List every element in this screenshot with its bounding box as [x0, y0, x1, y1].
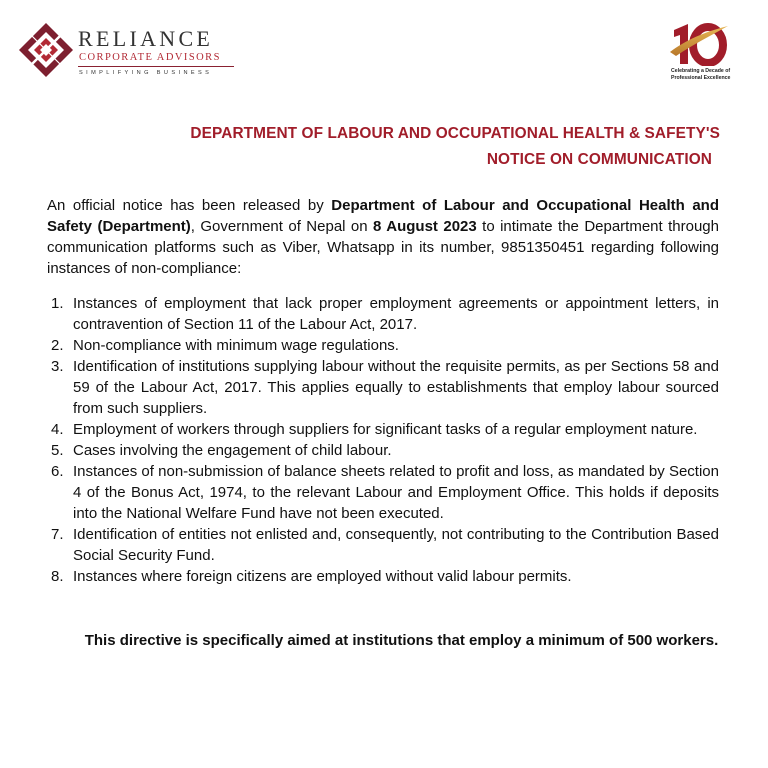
list-item-number: 2. [51, 337, 64, 354]
non-compliance-list [47, 293, 719, 587]
intro-paragraph [47, 195, 719, 279]
anniversary-logo [660, 22, 740, 86]
brand-name: RELIANCE [78, 26, 214, 51]
brand-subtitle: CORPORATE ADVISORS [79, 52, 221, 63]
list-item [47, 293, 719, 335]
list-item-text: Instances of non-submission of balance sheets related to profit and loss, as mandated by Section 4 of the Bonus Act, 1974, to the relevant Labour and Employment Office. This holds if deposits into the National Welfare Fund have not been executed. [73, 463, 719, 522]
list-item-number: 5. [51, 442, 64, 459]
list-item [47, 440, 719, 461]
brand-tagline: SIMPLIFYING BUSINESS [79, 70, 213, 76]
notice-title-line-1: DEPARTMENT OF LABOUR AND OCCUPATIONAL HEALTH & SAFETY'S [190, 125, 720, 142]
list-item-number: 1. [51, 295, 64, 312]
directive-statement: This directive is specifically aimed at institutions that employ a minimum of 500 workers. [84, 632, 719, 649]
list-item [47, 566, 719, 587]
anniversary-caption-2: Professional Excellence [671, 75, 731, 81]
intro-text-2: , Government of Nepal on [190, 218, 374, 235]
list-item-text: Employment of workers through suppliers for significant tasks of a regular employment nature. [73, 421, 698, 438]
intro-bold-department: Department of Labour and Occupational Health and Safety (Department) [47, 197, 719, 235]
list-item-text: Non-compliance with minimum wage regulations. [73, 337, 399, 354]
reliance-logo [18, 22, 223, 80]
list-item [47, 356, 719, 419]
list-item-text: Instances where foreign citizens are employed without valid labour permits. [73, 568, 572, 585]
intro-text-3: to intimate the Department through communication platforms such as Viber, Whatsapp in its number, 9851350451 regarding following instances of non-compliance: [47, 218, 719, 277]
list-item-text: Instances of employment that lack proper employment agreements or appointment letters, in contravention of Section 11 of the Labour Act, 2017. [73, 295, 719, 333]
ten-years-icon [668, 22, 730, 66]
list-item-number: 7. [51, 526, 64, 543]
intro-text-1: An official notice has been released by [47, 197, 332, 214]
brand-divider [78, 66, 234, 67]
list-item-number: 4. [51, 421, 64, 438]
notice-title [40, 121, 720, 173]
list-item [47, 419, 719, 440]
list-item-number: 6. [51, 463, 64, 480]
list-item [47, 461, 719, 524]
list-item-text: Identification of institutions supplying labour without the requisite permits, as per Sections 58 and 59 of the Labour Act, 2017. This applies equally to establishments that employ labour sourced from such suppliers. [73, 358, 719, 417]
list-item [47, 524, 719, 566]
list-item-text: Cases involving the engagement of child labour. [73, 442, 392, 459]
list-item-number: 8. [51, 568, 64, 585]
list-item-text: Identification of entities not enlisted and, consequently, not contributing to the Contribution Based Social Security Fund. [73, 526, 719, 564]
list-item [47, 335, 719, 356]
intro-bold-date: 8 August 2023 [373, 218, 477, 235]
anniversary-caption-1: Celebrating a Decade of [671, 68, 731, 74]
list-item-number: 3. [51, 358, 64, 375]
notice-title-line-2: NOTICE ON COMMUNICATION [486, 151, 712, 168]
diamond-logo-icon [18, 22, 74, 78]
